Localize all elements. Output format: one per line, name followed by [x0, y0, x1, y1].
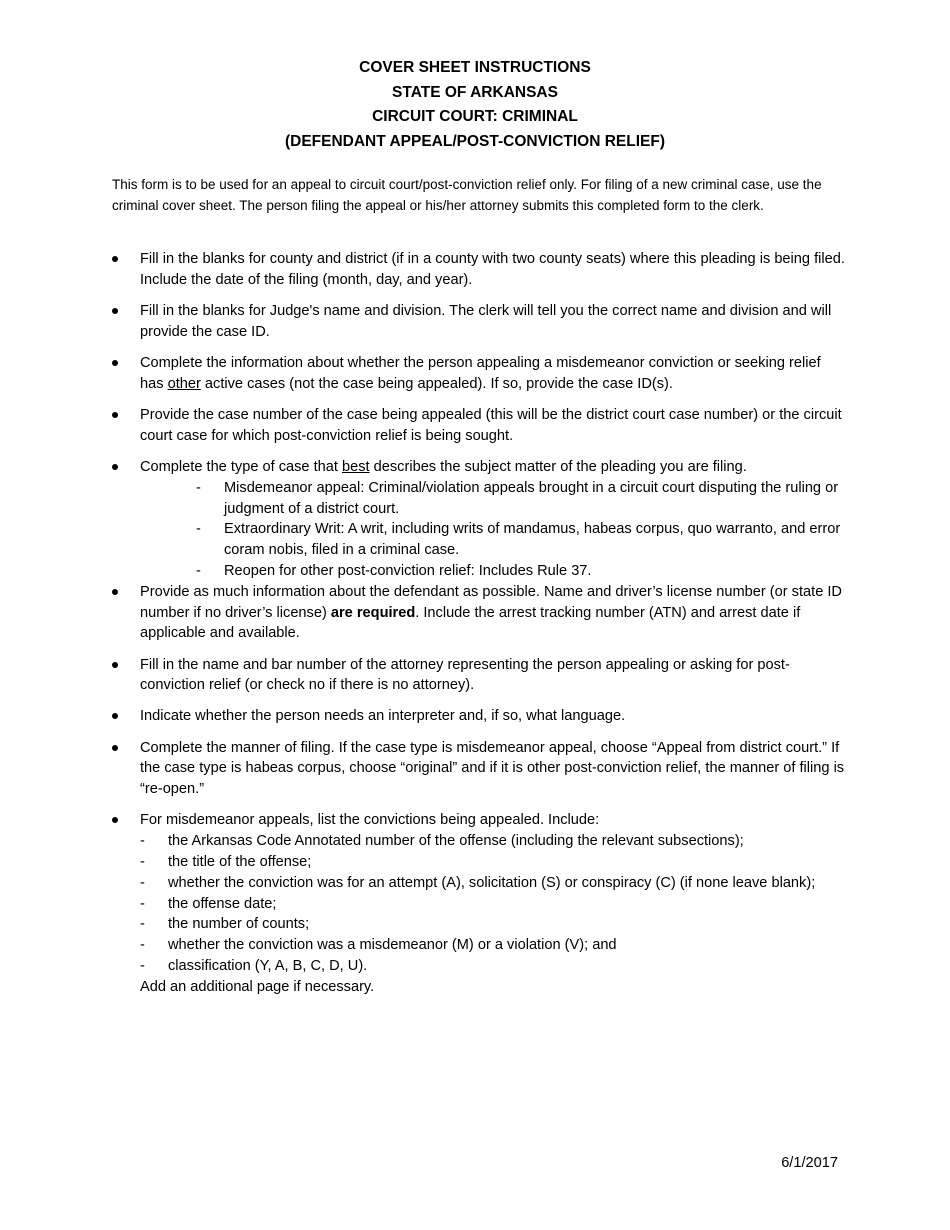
dash-marker: - [140, 916, 145, 933]
bullet-icon [112, 713, 118, 719]
dash-marker: - [140, 937, 145, 954]
instruction-text: Fill in the name and bar number of the attorney representing the person appealing or asking for post-conviction relief (or check no if there is no attorney). [140, 656, 790, 694]
bullet-icon [112, 589, 118, 595]
instruction-item [112, 301, 847, 343]
instruction-text: Complete the information about whether the person appealing a misdemeanor conviction or seeking relief has [140, 354, 821, 392]
emphasis-bold: are required [330, 604, 416, 621]
dash-marker: - [140, 854, 145, 871]
conviction-field-text: the title of the offense; [168, 854, 312, 871]
header-title: COVER SHEET INSTRUCTIONS [359, 59, 591, 76]
header-state: STATE OF ARKANSAS [392, 83, 558, 101]
conviction-field-text: the number of counts; [168, 916, 310, 933]
instruction-text: Fill in the blanks for county and district (if in a county with two county seats) where this pleading is being filed. Include the date of the filing (month, day, and year). [140, 251, 845, 288]
conviction-field-text: classification (Y, A, B, C, D, U). [168, 958, 368, 975]
instruction-item [112, 353, 847, 395]
emphasis-underlined: other [167, 375, 201, 392]
instruction-item [112, 810, 847, 997]
case-type-list [140, 478, 847, 582]
revision-date: 6/1/2017 [781, 1155, 838, 1171]
emphasis-underlined: best [342, 458, 370, 475]
instruction-item [112, 405, 847, 447]
header-case-type: (DEFENDANT APPEAL/POST-CONVICTION RELIEF) [284, 132, 666, 150]
conviction-field-item [140, 831, 847, 852]
instruction-list [112, 249, 847, 1008]
case-type-item [196, 478, 847, 520]
dash-marker: - [140, 895, 145, 912]
case-type-text: Misdemeanor appeal: Criminal/violation appeals brought in a circuit court disputing the ruling or judgment of a district court. [224, 479, 839, 517]
instruction-text: Provide as much information about the defendant as possible. Name and driver’s license number (or state ID number if no driver’s license) [140, 583, 842, 621]
bullet-icon [112, 308, 118, 314]
case-type-text: Reopen for other post-conviction relief: Includes Rule 37. [224, 562, 592, 579]
dash-marker: - [140, 874, 145, 891]
conviction-field-text: the Arkansas Code Annotated number of the offense (including the relevant subsections); [168, 833, 744, 850]
intro-paragraph: This form is to be used for an appeal to circuit court/post-conviction relief only. For filing of a new criminal case, use the criminal cover sheet. The person filing the appeal or his/her attorney submits this completed form to the clerk. [112, 177, 822, 213]
instruction-text: Complete the manner of filing. If the case type is misdemeanor appeal, choose “Appeal from district court.” If the case type is habeas corpus, choose “original” and if it is other post-conviction relief, the manner of filing is “re-open.” [140, 739, 845, 798]
instruction-text: describes the subject matter of the pleading you are filing. [369, 458, 747, 475]
header-court: CIRCUIT COURT: CRIMINAL [372, 108, 578, 125]
instruction-item [112, 706, 847, 727]
conviction-field-item [140, 873, 847, 894]
instruction-item [112, 655, 847, 697]
dash-marker: - [140, 833, 145, 850]
dash-marker: - [140, 958, 145, 975]
bullet-icon [112, 817, 118, 823]
instruction-item [112, 457, 847, 582]
conviction-field-item [140, 852, 847, 873]
conviction-field-text: whether the conviction was a misdemeanor (M) or a violation (V); and [168, 937, 617, 954]
bullet-icon [112, 412, 118, 418]
instruction-text: active cases (not the case being appealed). If so, provide the case ID(s). [200, 375, 673, 392]
instruction-text: Indicate whether the person needs an interpreter and, if so, what language. [140, 708, 626, 725]
bullet-icon [112, 464, 118, 470]
bullet-icon [112, 360, 118, 366]
document-header [0, 56, 950, 154]
additional-page-note: Add an additional page if necessary. [140, 978, 375, 995]
instruction-text: Complete the type of case that [140, 458, 342, 475]
conviction-field-item [140, 956, 847, 977]
conviction-field-item [140, 935, 847, 956]
dash-marker: - [196, 479, 201, 496]
conviction-field-text: whether the conviction was for an attempt (A), solicitation (S) or conspiracy (C) (if none leave blank); [168, 874, 816, 891]
case-type-item [196, 519, 847, 561]
bullet-icon [112, 745, 118, 751]
case-type-text: Extraordinary Writ: A writ, including writs of mandamus, habeas corpus, quo warranto, and error coram nobis, filed in a criminal case. [224, 521, 841, 559]
dash-marker: - [196, 562, 201, 579]
bullet-icon [112, 256, 118, 262]
instruction-text: For misdemeanor appeals, list the convictions being appealed. Include: [140, 812, 600, 829]
conviction-field-item [140, 894, 847, 915]
instruction-text: . Include the arrest tracking number (ATN) and arrest date if applicable and available. [140, 604, 801, 642]
conviction-field-item [140, 914, 847, 935]
bullet-icon [112, 662, 118, 668]
instruction-text: Fill in the blanks for Judge's name and division. The clerk will tell you the correct name and division and will provide the case ID. [140, 302, 832, 340]
case-type-item [196, 561, 847, 582]
dash-marker: - [196, 521, 201, 538]
instruction-item [112, 582, 847, 644]
instruction-item [112, 249, 847, 291]
conviction-fields-list [140, 831, 847, 977]
instruction-text: Provide the case number of the case being appealed (this will be the district court case number) or the circuit court case for which post-conviction relief is being sought. [140, 406, 842, 444]
instruction-item [112, 738, 847, 800]
conviction-field-text: the offense date; [168, 895, 277, 912]
